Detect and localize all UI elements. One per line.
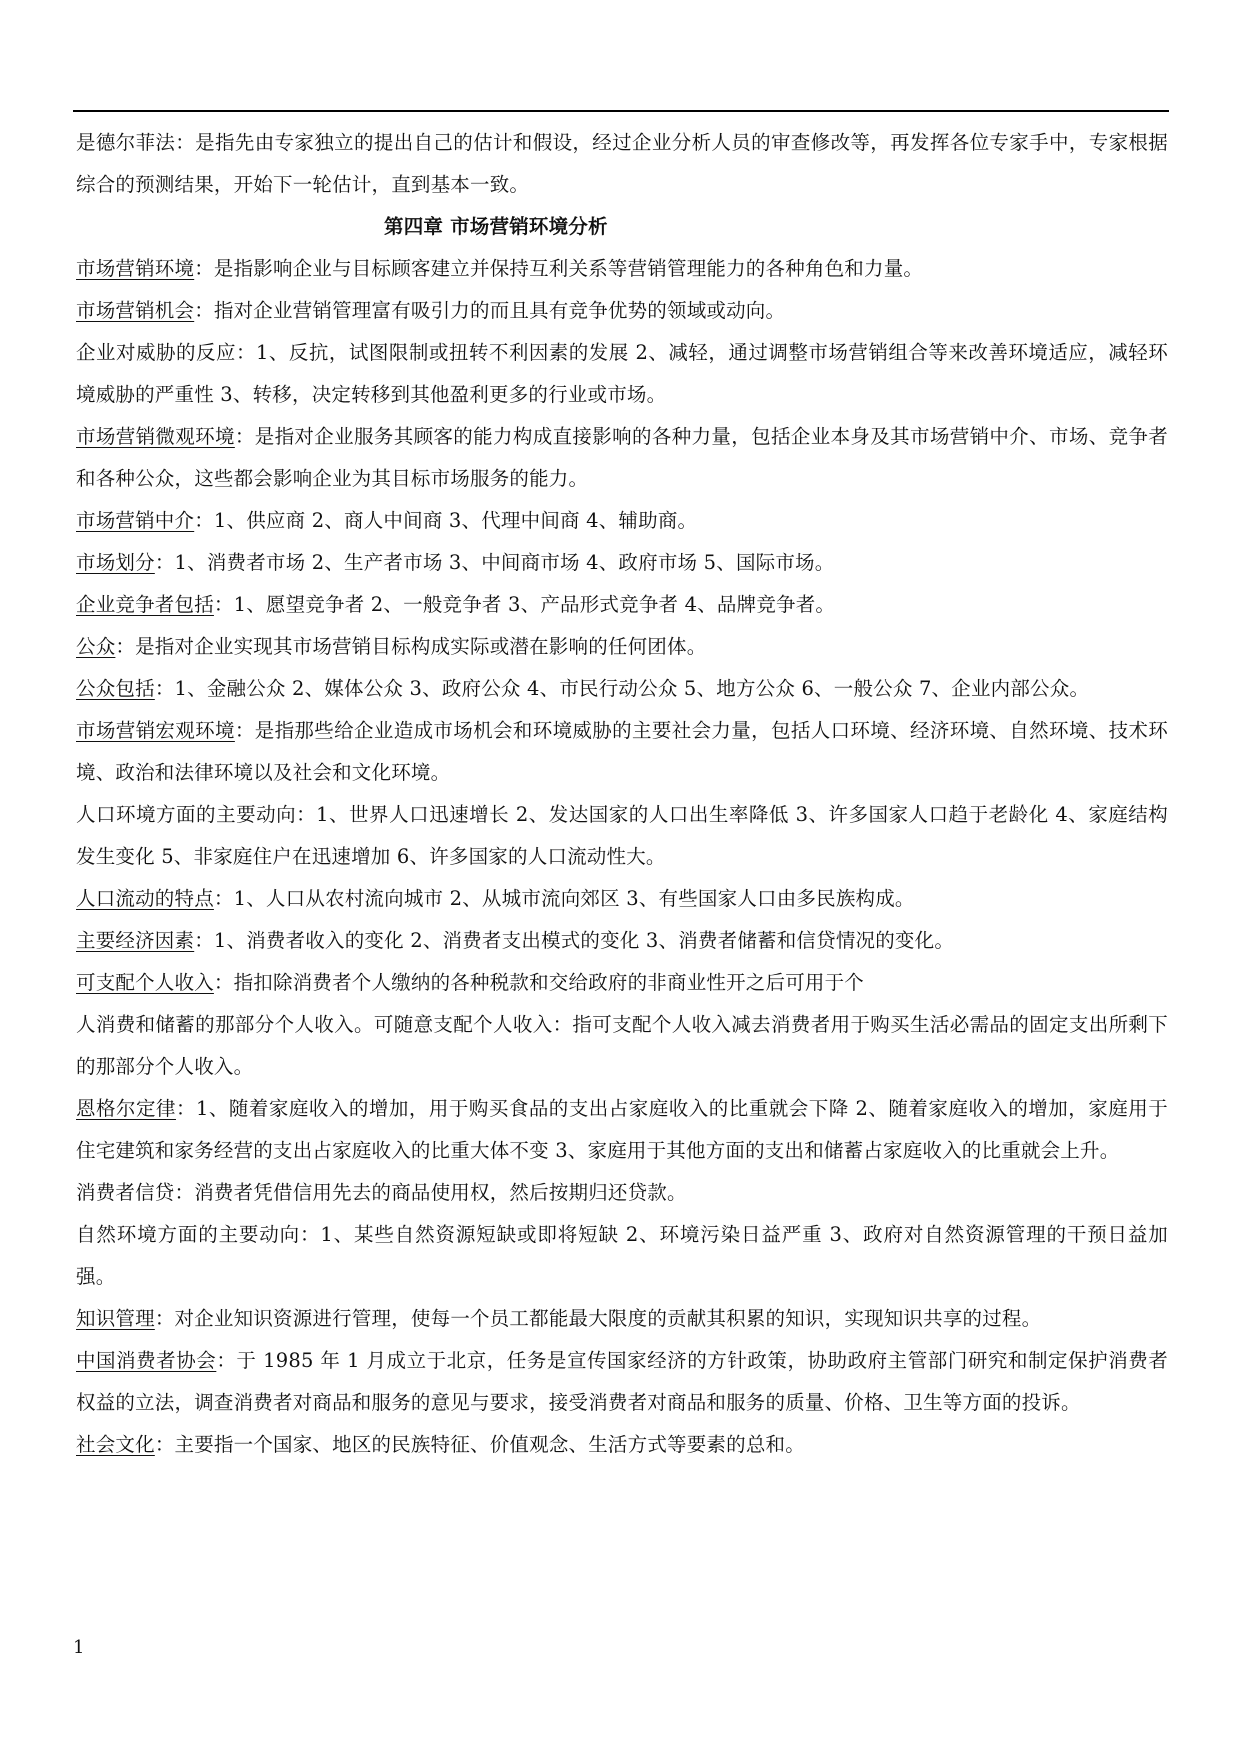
chapter-heading: 第四章 市场营销环境分析 [384,215,608,238]
term: 人口流动的特点 [76,887,214,910]
paragraph-text: 人口环境方面的主要动向：1、世界人口迅速增长 2、发达国家的人口出生率降低 3、许多国家人口趋于老龄化 4、家庭结构发生变化 5、非家庭住户在迅速增加 6、许多国家的人口流动性大。 [76,803,1168,868]
paragraph [76,1172,1168,1214]
paragraph-text: ：是指对企业实现其市场营销目标构成实际或潜在影响的任何团体。 [115,635,707,658]
term: 公众 [76,635,116,658]
paragraph [76,1004,1168,1088]
paragraph-text: ：指扣除消费者个人缴纳的各种税款和交给政府的非商业性开之后可用于个 [213,971,865,994]
paragraph [76,710,1168,794]
paragraph-text: ：1、消费者市场 2、生产者市场 3、中间商市场 4、政府市场 5、国际市场。 [154,551,835,574]
paragraph-text: ：是指影响企业与目标顾客建立并保持互利关系等营销管理能力的各种角色和力量。 [194,257,924,280]
paragraph-text: ：1、消费者收入的变化 2、消费者支出模式的变化 3、消费者储蓄和信贷情况的变化。 [194,929,955,952]
paragraph [76,920,1168,962]
paragraph-text: ：主要指一个国家、地区的民族特征、价值观念、生活方式等要素的总和。 [154,1433,805,1456]
paragraph [76,416,1168,500]
paragraph [76,1424,1168,1466]
term: 恩格尔定律 [76,1097,176,1120]
paragraph [76,794,1168,878]
paragraph [76,500,1168,542]
paragraph-text: ：1、金融公众 2、媒体公众 3、政府公众 4、市民行动公众 5、地方公众 6、一般公众 7、企业内部公众。 [154,677,1090,700]
paragraph [76,626,1168,668]
term: 市场营销中介 [76,509,195,532]
paragraph [76,1214,1168,1298]
paragraph-text: ：是指那些给企业造成市场机会和环境威胁的主要社会力量，包括人口环境、经济环境、自然环境、技术环境、政治和法律环境以及社会和文化环境。 [76,719,1168,784]
paragraph [76,1340,1168,1424]
paragraph [76,290,1168,332]
header-rule [73,110,1169,112]
paragraph-delphi [76,122,1168,206]
document-body [76,122,1168,1466]
term: 可支配个人收入 [76,971,214,994]
term: 主要经济因素 [76,929,195,952]
paragraph-text: 消费者信贷：消费者凭借信用先去的商品使用权，然后按期归还贷款。 [76,1181,687,1204]
term: 企业竞争者包括 [76,593,214,616]
paragraph [76,962,1168,1004]
paragraph [76,878,1168,920]
term: 市场营销宏观环境 [76,719,235,742]
paragraph-text: ：于 1985 年 1 月成立于北京，任务是宣传国家经济的方针政策，协助政府主管部门研究和制定保护消费者权益的立法，调查消费者对商品和服务的意见与要求，接受消费者对商品和服务的质量、价格、卫生等方面的投诉。 [76,1349,1168,1414]
paragraph [76,584,1168,626]
paragraph-text: 是德尔菲法：是指先由专家独立的提出自己的估计和假设，经过企业分析人员的审查修改等，再发挥各位专家手中，专家根据综合的预测结果，开始下一轮估计，直到基本一致。 [76,131,1168,196]
paragraph-text: 企业对威胁的反应：1、反抗，试图限制或扭转不利因素的发展 2、减轻，通过调整市场营销组合等来改善环境适应，减轻环境威胁的严重性 3、转移，决定转移到其他盈利更多的行业或市场。 [76,341,1168,406]
term: 知识管理 [76,1307,155,1330]
paragraph-text: 人消费和储蓄的那部分个人收入。可随意支配个人收入：指可支配个人收入减去消费者用于购买生活必需品的固定支出所剩下的那部分个人收入。 [76,1013,1168,1078]
paragraph-text: ：1、供应商 2、商人中间商 3、代理中间商 4、辅助商。 [194,509,698,532]
term: 中国消费者协会 [76,1349,217,1372]
paragraph [76,1298,1168,1340]
paragraph-text: ：对企业知识资源进行管理，使每一个员工都能最大限度的贡献其积累的知识，实现知识共享的过程。 [154,1307,1042,1330]
term: 社会文化 [76,1433,155,1456]
paragraph [76,1088,1168,1172]
term: 市场划分 [76,551,155,574]
paragraph-text: ：1、随着家庭收入的增加，用于购买食品的支出占家庭收入的比重就会下降 2、随着家庭收入的增加，家庭用于住宅建筑和家务经营的支出占家庭收入的比重大体不变 3、家庭用于其他方面的支出和储蓄占家庭收入的比重就会上升。 [76,1097,1168,1162]
paragraph-text: 自然环境方面的主要动向：1、某些自然资源短缺或即将短缺 2、环境污染日益严重 3、政府对自然资源管理的干预日益加强。 [76,1223,1168,1288]
paragraph [76,332,1168,416]
paragraph-text: ：1、人口从农村流向城市 2、从城市流向郊区 3、有些国家人口由多民族构成。 [213,887,915,910]
paragraph [76,542,1168,584]
term: 市场营销机会 [76,299,195,322]
term: 市场营销环境 [76,257,195,280]
paragraph-text: ：是指对企业服务其顾客的能力构成直接影响的各种力量，包括企业本身及其市场营销中介、市场、竞争者和各种公众，这些都会影响企业为其目标市场服务的能力。 [76,425,1168,490]
term: 市场营销微观环境 [76,425,235,448]
paragraph-text: ：1、愿望竞争者 2、一般竞争者 3、产品形式竞争者 4、品牌竞争者。 [213,593,836,616]
term: 公众包括 [76,677,155,700]
paragraph [76,248,1168,290]
paragraph-text: ：指对企业营销管理富有吸引力的而且具有竞争优势的领域或动向。 [194,299,786,322]
page-number: 1 [73,1637,85,1658]
paragraph [76,668,1168,710]
